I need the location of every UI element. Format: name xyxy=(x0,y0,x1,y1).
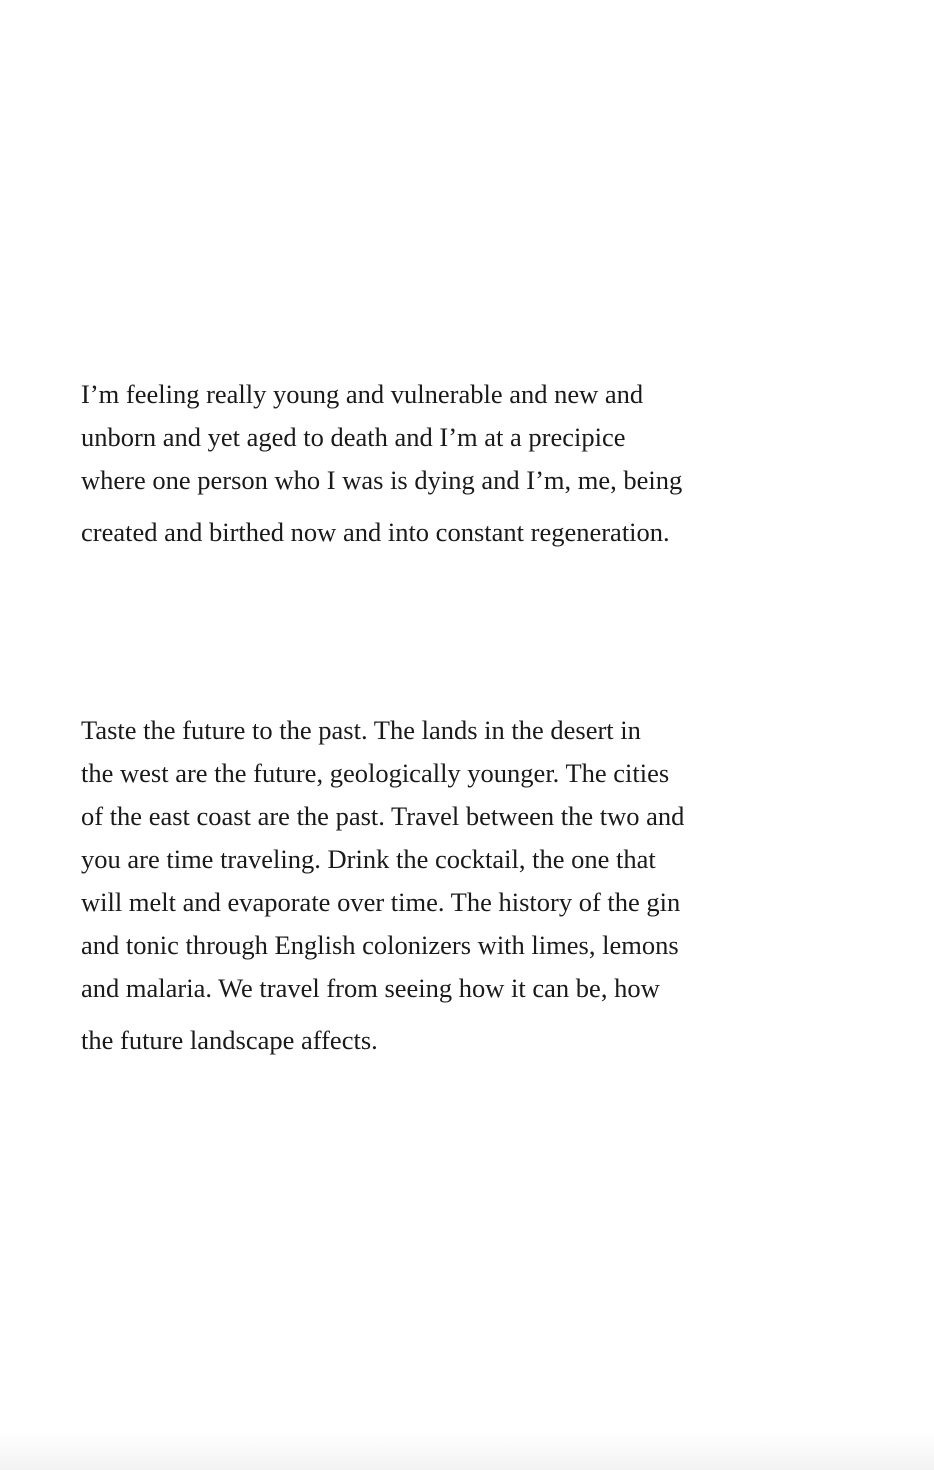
text-line: where one person who I was is dying and I’m, me, being xyxy=(81,465,683,495)
text-line: the future landscape affects. xyxy=(81,1025,378,1055)
paragraph-regeneration xyxy=(81,373,821,554)
text-line: the west are the future, geologically younger. The cities xyxy=(81,758,670,788)
text-line: and malaria. We travel from seeing how it can be, how xyxy=(81,973,660,1003)
text-line: unborn and yet aged to death and I’m at a precipice xyxy=(81,422,626,452)
page-bottom-shadow xyxy=(0,1430,934,1470)
text-line: of the east coast are the past. Travel between the two and xyxy=(81,801,685,831)
text-line: and tonic through English colonizers with limes, lemons xyxy=(81,930,679,960)
text-line: created and birthed now and into constant regeneration. xyxy=(81,517,670,547)
text-line: you are time traveling. Drink the cocktail, the one that xyxy=(81,844,656,874)
text-line: Taste the future to the past. The lands in the desert in xyxy=(81,715,641,745)
text-line: I’m feeling really young and vulnerable and new and xyxy=(81,379,644,409)
paragraph-taste-the-future xyxy=(81,709,821,1062)
text-line: will melt and evaporate over time. The history of the gin xyxy=(81,887,681,917)
